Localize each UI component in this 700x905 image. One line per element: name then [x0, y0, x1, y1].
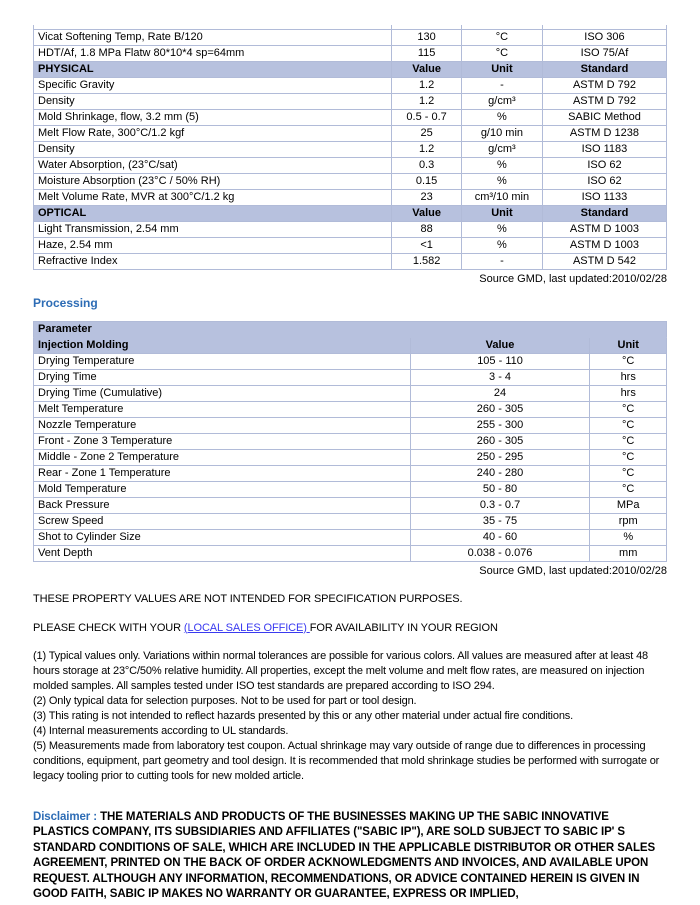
- section-header-row-physical: [34, 61, 667, 77]
- unit-cell: °C: [590, 481, 667, 497]
- param-row: [34, 449, 667, 465]
- unit-cell: °C: [590, 465, 667, 481]
- value-cell: 35 - 75: [410, 513, 590, 529]
- param-row: [34, 545, 667, 561]
- unit-cell: cm³/10 min: [461, 189, 542, 205]
- unit-header-cell: Unit: [461, 205, 542, 221]
- value-cell: <1: [392, 237, 462, 253]
- value-header-cell: Value: [410, 337, 590, 353]
- param-row: [34, 513, 667, 529]
- standard-cell: ISO 306: [542, 29, 666, 45]
- param-cell: Vent Depth: [34, 545, 411, 561]
- value-cell: 240 - 280: [410, 465, 590, 481]
- value-cell: 23: [392, 189, 462, 205]
- property-row: [34, 189, 667, 205]
- source-note: Source GMD, last updated:2010/02/28: [479, 272, 667, 285]
- property-row: [34, 237, 667, 253]
- value-cell: 0.5 - 0.7: [392, 109, 462, 125]
- unit-header-cell: Unit: [590, 337, 667, 353]
- property-row: [34, 109, 667, 125]
- property-cell: HDT/Af, 1.8 MPa Flatw 80*10*4 sp=64mm: [34, 45, 392, 61]
- param-cell: Back Pressure: [34, 497, 411, 513]
- param-cell: Screw Speed: [34, 513, 411, 529]
- property-row: [34, 45, 667, 61]
- availability-prefix: PLEASE CHECK WITH YOUR: [33, 621, 184, 634]
- value-cell: 130: [392, 29, 462, 45]
- property-cell: Melt Volume Rate, MVR at 300°C/1.2 kg: [34, 189, 392, 205]
- footnote-2: (2) Only typical data for selection purposes. Not to be used for part or tool design.: [33, 694, 417, 707]
- param-cell: Melt Temperature: [34, 401, 411, 417]
- standard-cell: ISO 1183: [542, 141, 666, 157]
- standard-cell: ASTM D 792: [542, 77, 666, 93]
- group-header-cell: Parameter: [34, 321, 667, 337]
- unit-cell: °C: [590, 401, 667, 417]
- processing-table: [33, 321, 667, 562]
- param-row: [34, 433, 667, 449]
- value-cell: 250 - 295: [410, 449, 590, 465]
- unit-cell: mm: [590, 545, 667, 561]
- disclaimer-label: Disclaimer :: [33, 810, 101, 823]
- section-header-row-optical: [34, 205, 667, 221]
- value-cell: 0.3 - 0.7: [410, 497, 590, 513]
- value-cell: 260 - 305: [410, 433, 590, 449]
- param-cell: Drying Time: [34, 369, 411, 385]
- source-note: Source GMD, last updated:2010/02/28: [479, 564, 667, 577]
- local-sales-office-link[interactable]: (LOCAL SALES OFFICE): [183, 621, 310, 634]
- section-title-cell: PHYSICAL: [34, 61, 392, 77]
- unit-cell: -: [461, 77, 542, 93]
- value-cell: 25: [392, 125, 462, 141]
- standard-cell: ASTM D 1238: [542, 125, 666, 141]
- property-cell: Melt Flow Rate, 300°C/1.2 kgf: [34, 125, 392, 141]
- value-cell: 40 - 60: [410, 529, 590, 545]
- value-cell: 24: [410, 385, 590, 401]
- standard-cell: ASTM D 1003: [542, 221, 666, 237]
- value-header-cell: Value: [392, 205, 462, 221]
- value-cell: 0.3: [392, 157, 462, 173]
- value-header-cell: Value: [392, 61, 462, 77]
- unit-cell: %: [461, 173, 542, 189]
- standard-header-cell: Standard: [542, 61, 666, 77]
- unit-cell: hrs: [590, 385, 667, 401]
- standard-cell: ISO 1133: [542, 189, 666, 205]
- param-cell: Front - Zone 3 Temperature: [34, 433, 411, 449]
- property-cell: Water Absorption, (23°C/sat): [34, 157, 392, 173]
- disclaimer-text: THE MATERIALS AND PRODUCTS OF THE BUSINESSES MAKING UP THE SABIC INNOVATIVE PLASTICS COMPANY, ITS SUBSIDIARIES AND AFFILIATES ("SABIC IP"), ARE SOLD SUBJECT TO SABIC IP' S STANDARD CONDITIONS OF SALE, WHICH ARE INCLUDED IN THE APPLICABLE DISTRIBUTOR OR OTHER SALES AGREEMENT, PRINTED ON THE BACK OF ORDER ACKNOWLEDGMENTS AND INVOICES, AND AVAILABLE UPON REQUEST. ALTHOUGH ANY INFORMATION, RECOMMENDATIONS, OR ADVICE CONTAINED HEREIN IS GIVEN IN GOOD FAITH, SABIC IP MAKES NO WARRANTY OR GUARANTEE, EXPRESS OR IMPLIED,: [33, 810, 656, 900]
- value-cell: 115: [392, 45, 462, 61]
- param-cell: Nozzle Temperature: [34, 417, 411, 433]
- param-header-cell: Injection Molding: [34, 337, 411, 353]
- unit-cell: %: [461, 237, 542, 253]
- value-cell: 1.2: [392, 93, 462, 109]
- param-row: [34, 401, 667, 417]
- unit-cell: °C: [461, 45, 542, 61]
- processing-heading: Processing: [33, 295, 98, 310]
- property-row: [34, 157, 667, 173]
- property-cell: Moisture Absorption (23°C / 50% RH): [34, 173, 392, 189]
- standard-cell: ISO 62: [542, 173, 666, 189]
- property-row: [34, 221, 667, 237]
- value-cell: 260 - 305: [410, 401, 590, 417]
- standard-cell: ASTM D 1003: [542, 237, 666, 253]
- unit-cell: °C: [590, 433, 667, 449]
- param-row: [34, 385, 667, 401]
- footnotes: [33, 649, 667, 784]
- param-row: [34, 353, 667, 369]
- value-cell: 88: [392, 221, 462, 237]
- standard-cell: ISO 75/Af: [542, 45, 666, 61]
- property-row: [34, 173, 667, 189]
- value-cell: 50 - 80: [410, 481, 590, 497]
- value-cell: 0.15: [392, 173, 462, 189]
- param-cell: Drying Temperature: [34, 353, 411, 369]
- param-row: [34, 529, 667, 545]
- availability-note: [33, 621, 667, 636]
- spec-purposes-note: THESE PROPERTY VALUES ARE NOT INTENDED FOR SPECIFICATION PURPOSES.: [33, 592, 463, 605]
- unit-cell: g/cm³: [461, 141, 542, 157]
- unit-cell: %: [461, 157, 542, 173]
- group-header-row: [34, 321, 667, 337]
- footnote-1: (1) Typical values only. Variations within normal tolerances are possible for various colors. All values are measured after at least 48 hours storage at 23°C/50% relative humidity. All properties, except the melt volume and melt flow rates, are measured on injection molded samples. All samples tested under ISO test standards are prepared according to ISO 294.: [33, 649, 649, 692]
- footnote-4: (4) Internal measurements according to UL standards.: [33, 724, 289, 737]
- unit-cell: %: [461, 221, 542, 237]
- property-cell: Density: [34, 141, 392, 157]
- value-cell: 1.2: [392, 141, 462, 157]
- param-cell: Middle - Zone 2 Temperature: [34, 449, 411, 465]
- footnote-3: (3) This rating is not intended to reflect hazards presented by this or any other material under actual fire conditions.: [33, 709, 574, 722]
- unit-cell: %: [590, 529, 667, 545]
- unit-cell: hrs: [590, 369, 667, 385]
- property-cell: Light Transmission, 2.54 mm: [34, 221, 392, 237]
- value-cell: 105 - 110: [410, 353, 590, 369]
- sub-header-row: [34, 337, 667, 353]
- property-row: [34, 253, 667, 269]
- param-row: [34, 481, 667, 497]
- property-cell: Mold Shrinkage, flow, 3.2 mm (5): [34, 109, 392, 125]
- unit-cell: °C: [461, 29, 542, 45]
- properties-table: [33, 25, 667, 270]
- param-cell: Mold Temperature: [34, 481, 411, 497]
- unit-cell: %: [461, 109, 542, 125]
- property-cell: Vicat Softening Temp, Rate B/120: [34, 29, 392, 45]
- unit-header-cell: Unit: [461, 61, 542, 77]
- value-cell: 1.2: [392, 77, 462, 93]
- unit-cell: MPa: [590, 497, 667, 513]
- value-cell: 255 - 300: [410, 417, 590, 433]
- value-cell: 3 - 4: [410, 369, 590, 385]
- unit-cell: °C: [590, 449, 667, 465]
- property-cell: Density: [34, 93, 392, 109]
- property-row: [34, 125, 667, 141]
- property-row: [34, 29, 667, 45]
- value-cell: 1.582: [392, 253, 462, 269]
- property-row: [34, 93, 667, 109]
- property-cell: Haze, 2.54 mm: [34, 237, 392, 253]
- standard-header-cell: Standard: [542, 205, 666, 221]
- standard-cell: ASTM D 792: [542, 93, 666, 109]
- param-cell: Drying Time (Cumulative): [34, 385, 411, 401]
- property-cell: Specific Gravity: [34, 77, 392, 93]
- property-row: [34, 141, 667, 157]
- standard-cell: SABIC Method: [542, 109, 666, 125]
- param-row: [34, 497, 667, 513]
- standard-cell: ASTM D 542: [542, 253, 666, 269]
- param-cell: Shot to Cylinder Size: [34, 529, 411, 545]
- availability-suffix: FOR AVAILABILITY IN YOUR REGION: [309, 621, 498, 634]
- param-row: [34, 417, 667, 433]
- unit-cell: g/cm³: [461, 93, 542, 109]
- unit-cell: °C: [590, 353, 667, 369]
- footnote-5: (5) Measurements made from laboratory test coupon. Actual shrinkage may vary outside of range due to differences in processing conditions, equipment, part geometry and tool design. It is recommended that mold shrinkage studies be performed with surrogate or legacy tooling prior to cutting tools for new molded article.: [33, 739, 660, 782]
- unit-cell: °C: [590, 417, 667, 433]
- param-row: [34, 465, 667, 481]
- disclaimer: [33, 810, 667, 903]
- standard-cell: ISO 62: [542, 157, 666, 173]
- param-cell: Rear - Zone 1 Temperature: [34, 465, 411, 481]
- section-title-cell: OPTICAL: [34, 205, 392, 221]
- param-row: [34, 369, 667, 385]
- unit-cell: rpm: [590, 513, 667, 529]
- property-cell: Refractive Index: [34, 253, 392, 269]
- value-cell: 0.038 - 0.076: [410, 545, 590, 561]
- unit-cell: g/10 min: [461, 125, 542, 141]
- property-row: [34, 77, 667, 93]
- unit-cell: -: [461, 253, 542, 269]
